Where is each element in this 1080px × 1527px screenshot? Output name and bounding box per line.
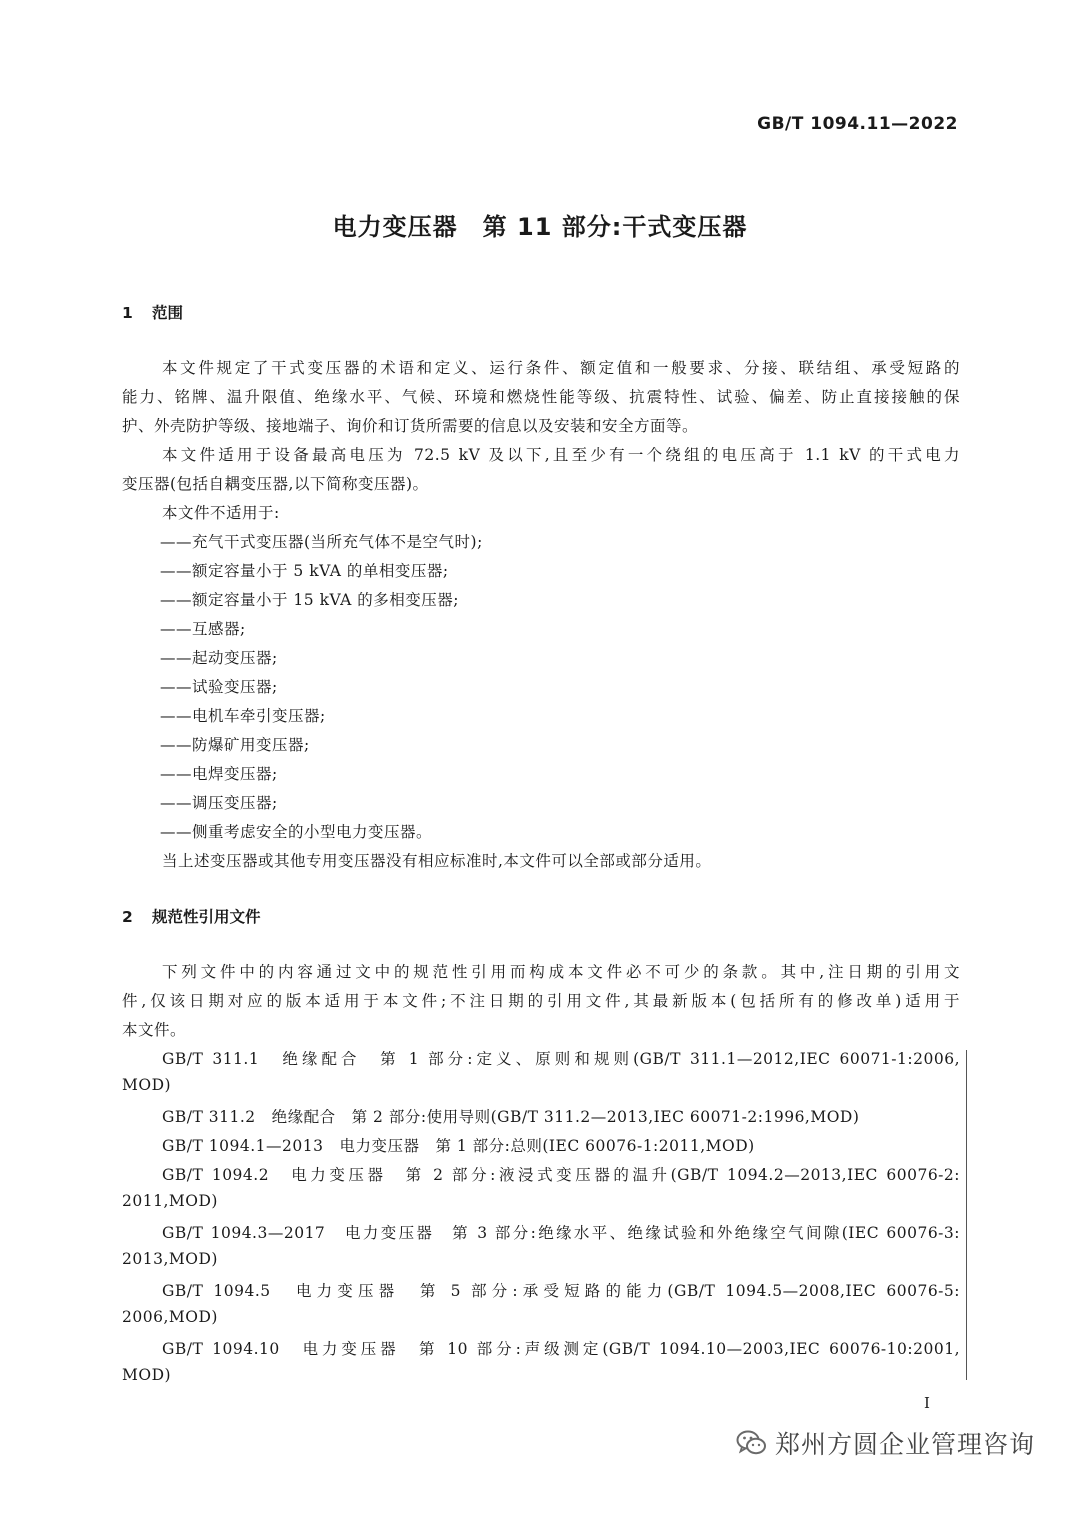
list-item: ——额定容量小于 15 kVA 的多相变压器; <box>160 591 459 609</box>
paragraph-line: 护、外壳防护等级、接地端子、询价和订货所需要的信息以及安装和安全方面等。 <box>122 417 699 435</box>
document-title: 电力变压器 第 11 部分:干式变压器 <box>332 213 748 241</box>
reference-entry: GB/T 1094.3—2017 电力变压器 第 3 部分:绝缘水平、绝缘试验和外绝缘空气间隙(IEC 60076-3: <box>162 1224 960 1242</box>
list-item: ——充气干式变压器(当所充气体不是空气时); <box>160 533 483 551</box>
reference-entry-cont: 2011,MOD) <box>122 1192 218 1210</box>
paragraph-line: 本文件不适用于: <box>162 504 280 522</box>
list-item: ——防爆矿用变压器; <box>160 736 310 754</box>
paragraph-line: 能力、铭牌、温升限值、绝缘水平、气候、环境和燃烧性能等级、抗震特性、试验、偏差、防止直接接触的保 <box>122 388 960 406</box>
list-item: ——互感器; <box>160 620 246 638</box>
reference-entry: GB/T 1094.1—2013 电力变压器 第 1 部分:总则(IEC 60076-1:2011,MOD) <box>162 1137 755 1155</box>
paragraph-line: 本文件规定了干式变压器的术语和定义、运行条件、额定值和一般要求、分接、联结组、承受短路的 <box>162 359 960 377</box>
paragraph-line: 本文件适用于设备最高电压为 72.5 kV 及以下,且至少有一个绕组的电压高于 1.1 kV 的干式电力 <box>162 446 960 464</box>
reference-entry: GB/T 311.2 绝缘配合 第 2 部分:使用导则(GB/T 311.2—2013,IEC 60071-2:1996,MOD) <box>162 1108 860 1126</box>
paragraph-line: 件,仅该日期对应的版本适用于本文件;不注日期的引用文件,其最新版本(包括所有的修改单)适用于 <box>122 992 960 1010</box>
reference-entry-cont: 2013,MOD) <box>122 1250 218 1268</box>
paragraph-line: 本文件。 <box>122 1021 187 1039</box>
paragraph-line: 下列文件中的内容通过文中的规范性引用而构成本文件必不可少的条款。其中,注日期的引用文 <box>162 963 960 981</box>
reference-entry: GB/T 1094.2 电力变压器 第 2 部分:液浸式变压器的温升(GB/T 1094.2—2013,IEC 60076-2: <box>162 1166 960 1184</box>
section-number: 2 <box>122 908 133 926</box>
list-item: ——调压变压器; <box>160 794 278 812</box>
wechat-icon <box>735 1426 769 1460</box>
watermark-text: 郑州方圆企业管理咨询 <box>775 1430 1036 1459</box>
page-number: I <box>924 1394 930 1412</box>
margin-rule <box>966 1050 967 1380</box>
list-item: ——额定容量小于 5 kVA 的单相变压器; <box>160 562 449 580</box>
list-item: ——电焊变压器; <box>160 765 278 783</box>
list-item: ——试验变压器; <box>160 678 278 696</box>
list-item: ——电机车牵引变压器; <box>160 707 326 725</box>
list-item: ——侧重考虑安全的小型电力变压器。 <box>160 823 433 841</box>
list-item: ——起动变压器; <box>160 649 278 667</box>
reference-entry: GB/T 1094.10 电力变压器 第 10 部分:声级测定(GB/T 1094.10—2003,IEC 60076-10:2001, <box>162 1340 960 1358</box>
section-title: 规范性引用文件 <box>152 908 261 926</box>
standard-code: GB/T 1094.11—2022 <box>757 114 958 134</box>
watermark <box>735 1421 1035 1465</box>
paragraph-line: 当上述变压器或其他专用变压器没有相应标准时,本文件可以全部或部分适用。 <box>162 852 712 870</box>
reference-entry-cont: MOD) <box>122 1366 172 1384</box>
section-title: 范围 <box>152 304 184 322</box>
reference-entry-cont: MOD) <box>122 1076 172 1094</box>
section-number: 1 <box>122 304 133 322</box>
section-heading-scope <box>122 301 183 323</box>
reference-entry-cont: 2006,MOD) <box>122 1308 218 1326</box>
reference-entry: GB/T 311.1 绝缘配合 第 1 部分:定义、原则和规则(GB/T 311.1—2012,IEC 60071-1:2006, <box>162 1050 960 1068</box>
section-heading-normative-references <box>122 905 261 927</box>
paragraph-line: 变压器(包括自耦变压器,以下简称变压器)。 <box>122 475 429 493</box>
reference-entry: GB/T 1094.5 电力变压器 第 5 部分:承受短路的能力(GB/T 1094.5—2008,IEC 60076-5: <box>162 1282 960 1300</box>
